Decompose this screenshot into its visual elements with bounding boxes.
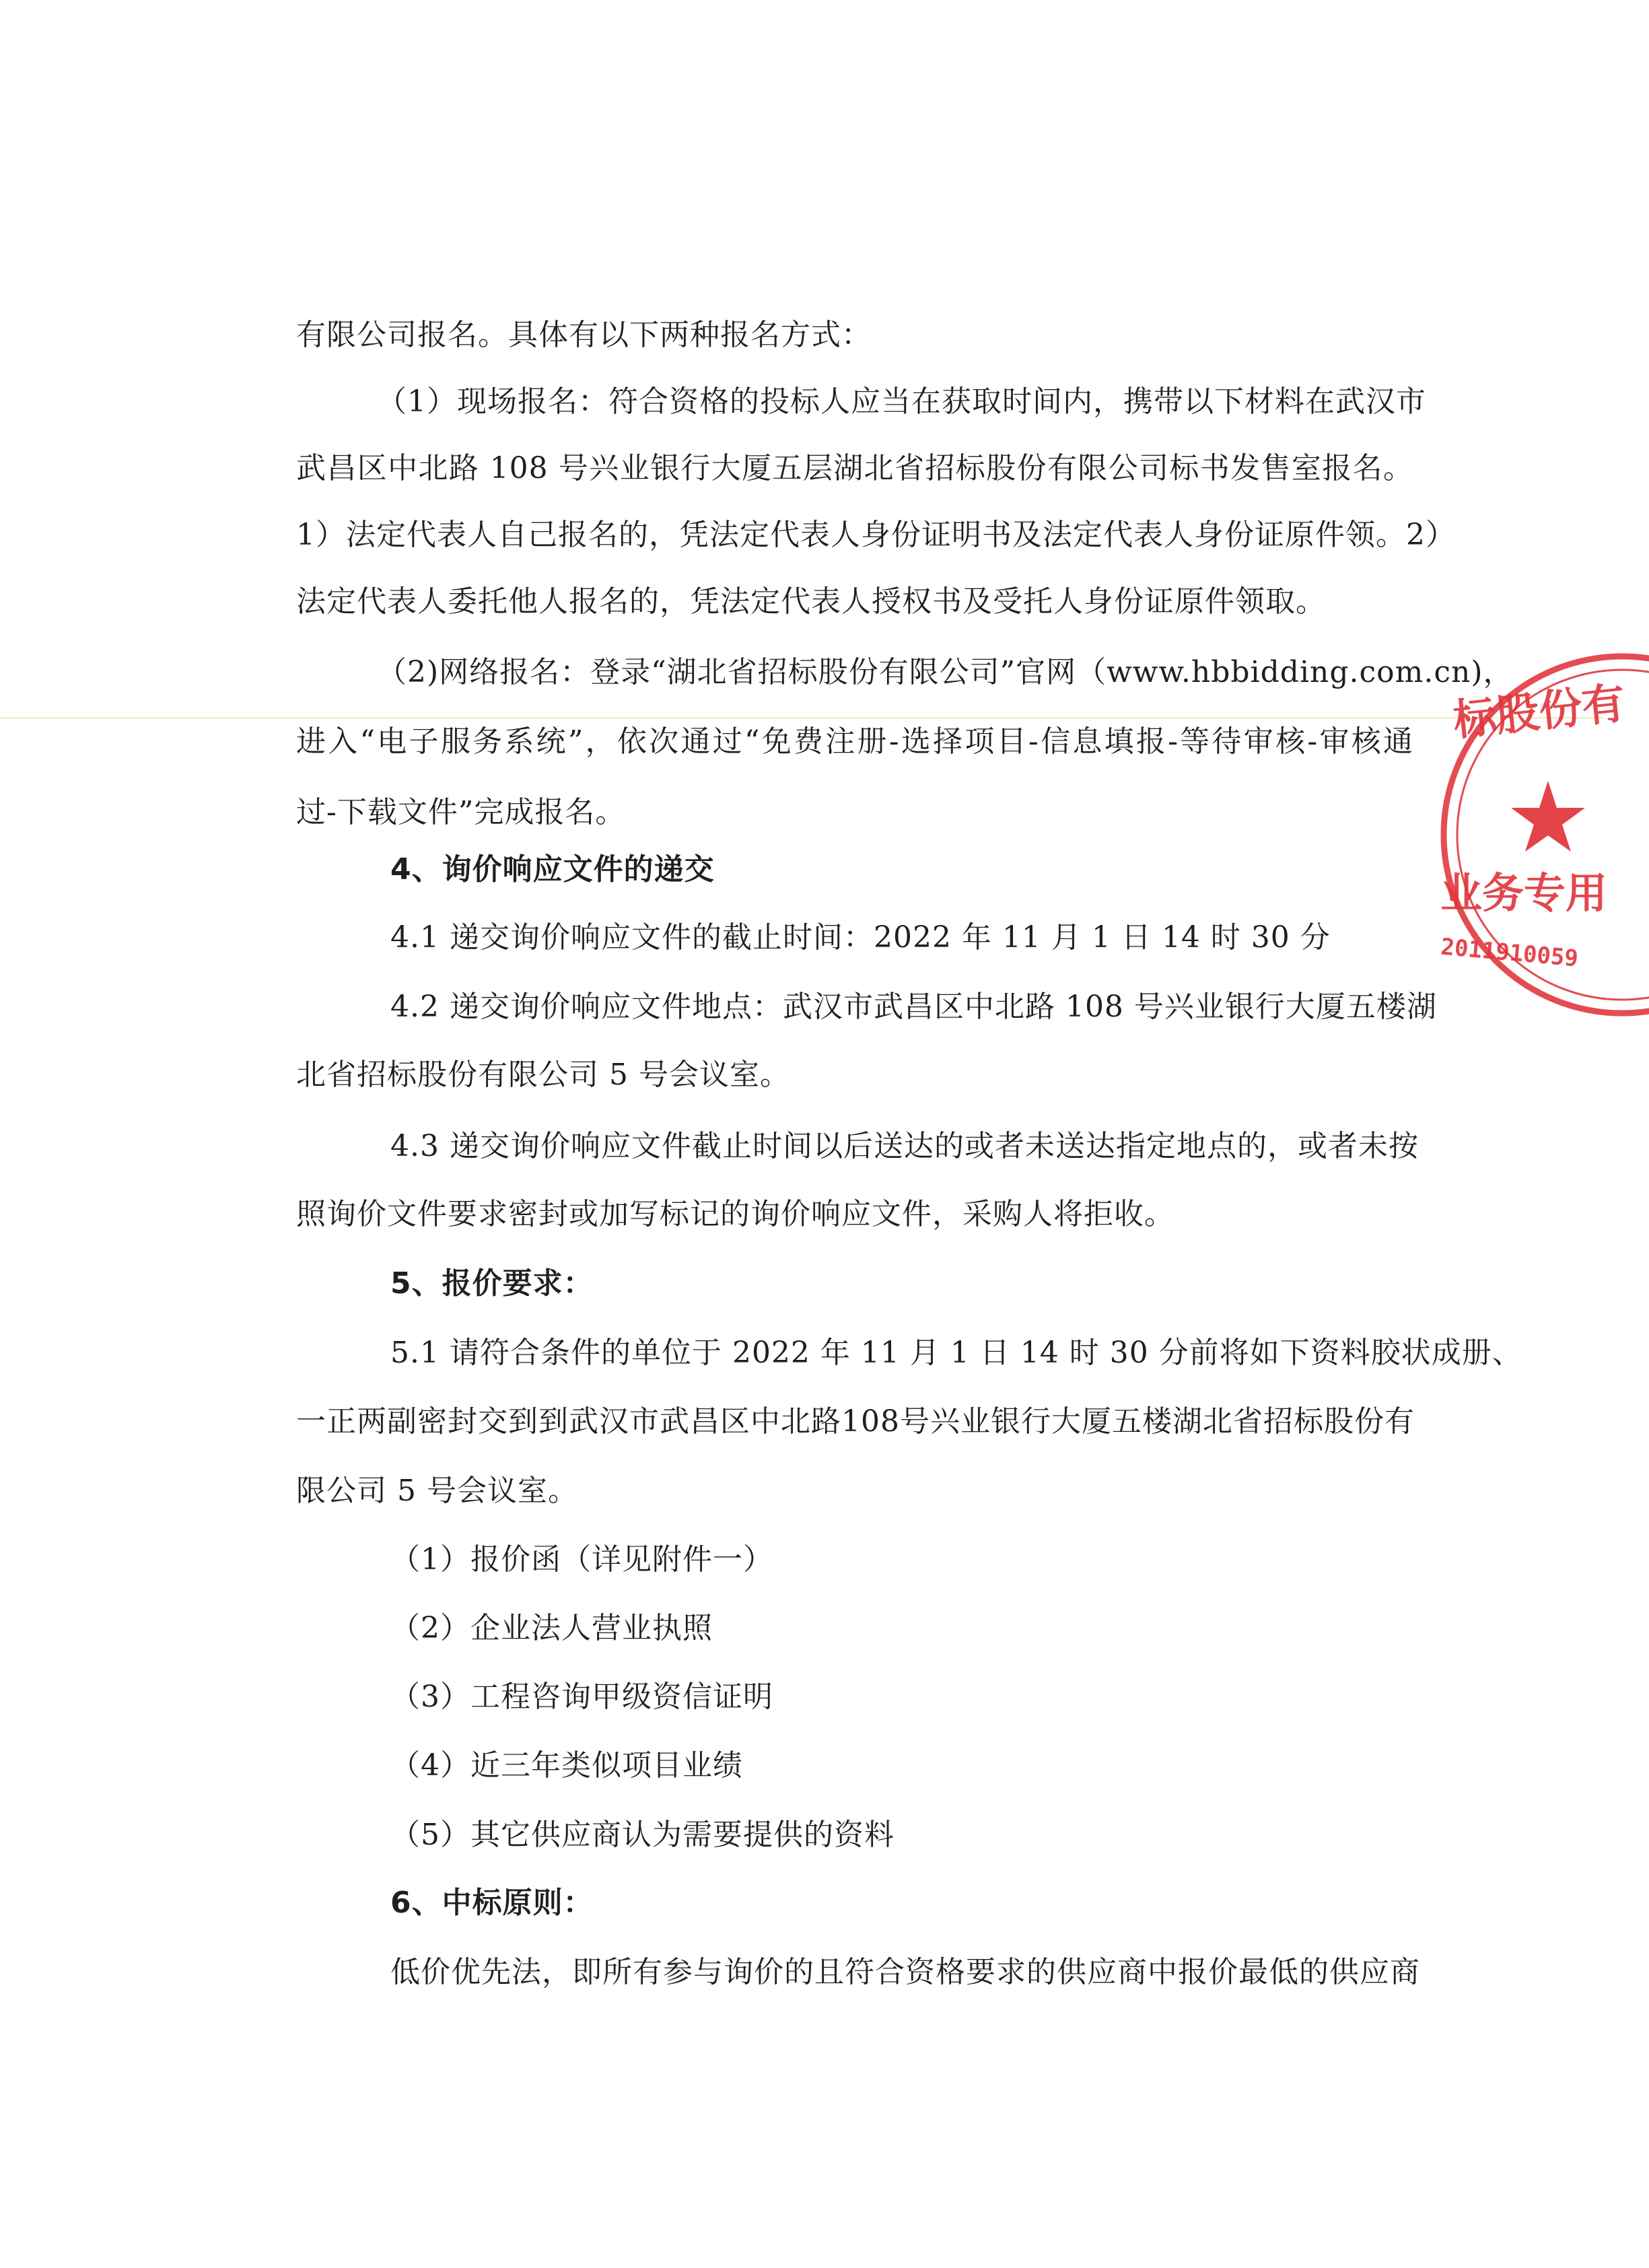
paragraph-line: 有限公司报名。具体有以下两种报名方式：	[296, 318, 872, 352]
company-seal-stamp	[1420, 646, 1649, 1023]
paragraph-line: 照询价文件要求密封或加写标记的询价响应文件，采购人将拒收。	[296, 1197, 1174, 1231]
section-heading-6: 6、中标原则：	[390, 1886, 594, 1920]
paragraph-line: 法定代表人委托他人报名的，凭法定代表人授权书及受托人身份证原件领取。	[296, 584, 1326, 619]
scan-artifact-line	[0, 717, 1603, 719]
list-item: （4）近三年类似项目业绩	[390, 1748, 743, 1783]
seal-top-text: 标股份有	[1450, 678, 1628, 747]
list-item: （5）其它供应商认为需要提供的资料	[390, 1818, 894, 1852]
paragraph-line: 低价优先法，即所有参与询价的且符合资格要求的供应商中报价最低的供应商	[390, 1955, 1420, 1989]
seal-number: 2011910059	[1439, 933, 1580, 973]
list-item: （1）报价函（详见附件一）	[390, 1542, 773, 1577]
paragraph-line: （2)网络报名：登录“湖北省招标股份有限公司”官网（www.hbbidding.com.cn)，	[377, 655, 1514, 689]
paragraph-line: （1）现场报名：符合资格的投标人应当在获取时间内，携带以下材料在武汉市	[377, 384, 1426, 419]
list-item: （2）企业法人营业执照	[390, 1611, 713, 1645]
paragraph-line: 4.3 递交询价响应文件截止时间以后送达的或者未送达指定地点的，或者未按	[390, 1129, 1419, 1163]
paragraph-line: 北省招标股份有限公司 5 号会议室。	[296, 1058, 790, 1092]
list-item: （3）工程咨询甲级资信证明	[390, 1680, 773, 1714]
paragraph-line: 4.1 递交询价响应文件的截止时间：2022 年 11 月 1 日 14 时 30 分	[390, 920, 1331, 955]
paragraph-line: 限公司 5 号会议室。	[296, 1474, 578, 1508]
paragraph-line: 一正两副密封交到到武汉市武昌区中北路108号兴业银行大厦五楼湖北省招标股份有	[296, 1404, 1415, 1439]
paragraph-line: 过-下载文件”完成报名。	[296, 795, 626, 829]
paragraph-line: 4.2 递交询价响应文件地点：武汉市武昌区中北路 108 号兴业银行大厦五楼湖	[390, 990, 1437, 1024]
section-heading-4: 4、询价响应文件的递交	[390, 852, 715, 887]
section-heading-5: 5、报价要求：	[390, 1266, 594, 1301]
paragraph-line: 5.1 请符合条件的单位于 2022 年 11 月 1 日 14 时 30 分前将如下资料胶状成册、	[390, 1336, 1522, 1370]
seal-bottom-text: 业务专用	[1440, 868, 1608, 918]
paragraph-line: 1）法定代表人自己报名的，凭法定代表人身份证明书及法定代表人身份证原件领。2）	[296, 518, 1456, 552]
paragraph-line: 进入“电子服务系统”，依次通过“免费注册-选择项目-信息填报-等待审核-审核通	[296, 724, 1413, 759]
star-icon	[1511, 781, 1585, 852]
paragraph-line: 武昌区中北路 108 号兴业银行大厦五层湖北省招标股份有限公司标书发售室报名。	[296, 451, 1413, 485]
